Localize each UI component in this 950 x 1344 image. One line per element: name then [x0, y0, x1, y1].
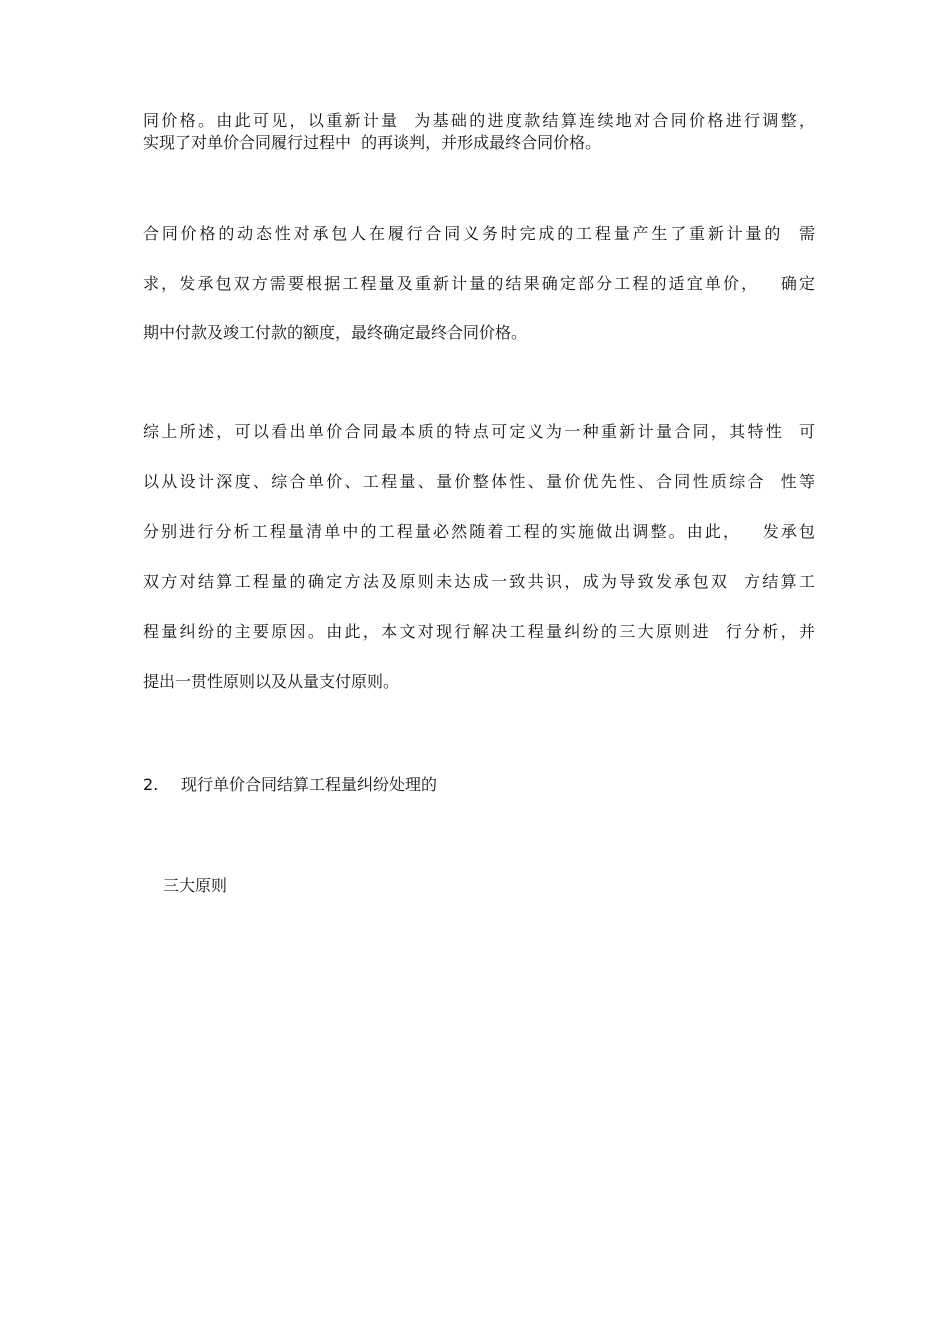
section-title: 现行单价合同结算工程量纠纷处理的	[181, 775, 438, 794]
paragraph-2-line-2: 求，发承包双方需要根据工程量及重新计量的结果确定部分工程的适宜单价， 确定	[143, 274, 815, 293]
paragraph-1-line-1: 同价格。由此可见，以重新计量 为基础的进度款结算连续地对合同价格进行调整，	[143, 111, 815, 130]
paragraph-3-line-2: 以从设计深度、综合单价、工程量、量价整体性、量价优先性、合同性质综合 性等	[143, 472, 815, 491]
paragraph-3-line-4: 双方对结算工程量的确定方法及原则未达成一致共识，成为导致发承包双 方结算工	[143, 572, 815, 591]
paragraph-3-line-1: 综上所述，可以看出单价合同最本质的特点可定义为一种重新计量合同，其特性 可	[143, 422, 815, 441]
paragraph-3-line-5: 程量纠纷的主要原因。由此，本文对现行解决工程量纠纷的三大原则进 行分析，并	[143, 622, 815, 641]
paragraph-2-line-3: 期中付款及竣工付款的额度，最终确定最终合同价格。	[143, 323, 528, 342]
section-subtitle: 三大原则	[163, 876, 228, 895]
paragraph-3-line-6: 提出一贯性原则以及从量支付原则。	[143, 672, 400, 691]
paragraph-1-line-2: 实现了对单价合同履行过程中 的再谈判，并形成最终合同价格。	[143, 133, 602, 152]
section-number: 2.	[143, 775, 159, 794]
paragraph-2-line-1: 合同价格的动态性对承包人在履行合同义务时完成的工程量产生了重新计量的 需	[143, 224, 815, 243]
paragraph-3-line-3: 分别进行分析工程量清单中的工程量必然随着工程的实施做出调整。由此， 发承包	[143, 522, 815, 541]
